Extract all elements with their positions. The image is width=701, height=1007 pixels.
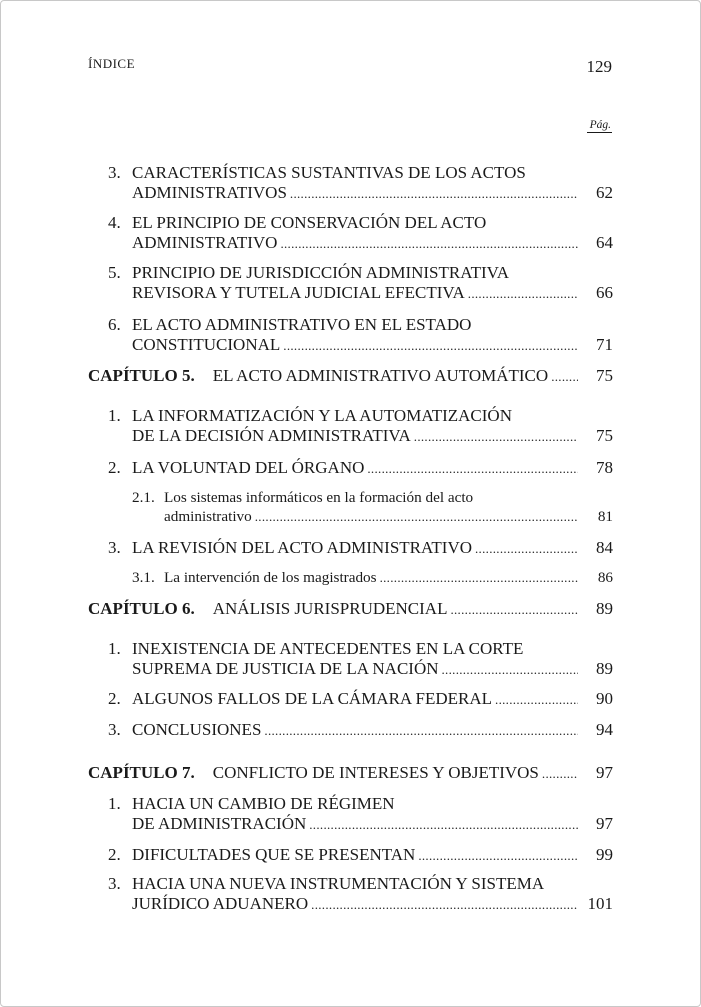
toc-line	[88, 263, 613, 283]
toc-line	[88, 335, 613, 356]
section-number: 1.	[108, 639, 121, 658]
chapter-label: CAPÍTULO 6.	[88, 599, 195, 618]
page-ref: 97	[596, 814, 613, 833]
dot-leader	[442, 660, 579, 680]
toc-line	[88, 488, 613, 507]
dot-leader	[414, 427, 578, 447]
page-ref: 75	[596, 366, 613, 385]
toc-subsection-entry	[88, 488, 613, 526]
toc-line	[88, 568, 613, 587]
toc-line	[88, 659, 613, 680]
page-ref: 84	[596, 538, 613, 557]
section-title: ADMINISTRATIVOS	[132, 183, 287, 202]
section-title: LA VOLUNTAD DEL ÓRGANO	[132, 458, 365, 477]
section-title: PRINCIPIO DE JURISDICCIÓN ADMINISTRATIVA	[132, 263, 510, 282]
toc-section-entry	[88, 163, 613, 204]
dot-leader	[542, 764, 578, 784]
page-ref: 71	[596, 335, 613, 354]
dot-leader	[255, 507, 578, 526]
toc-section-entry	[88, 720, 613, 741]
toc-line	[88, 689, 613, 710]
section-title: INEXISTENCIA DE ANTECEDENTES EN LA CORTE	[132, 639, 524, 658]
page-ref: 99	[596, 845, 613, 864]
section-title: REVISORA Y TUTELA JUDICIAL EFECTIVA	[132, 283, 465, 302]
toc-section-entry	[88, 538, 613, 559]
chapter-label: CAPÍTULO 7.	[88, 763, 195, 782]
section-number: 3.	[108, 720, 121, 739]
dot-leader	[280, 234, 578, 254]
toc-chapter-entry	[88, 599, 613, 620]
toc-chapter-entry	[88, 366, 613, 387]
section-number: 1.	[108, 406, 121, 425]
section-title: JURÍDICO ADUANERO	[132, 894, 309, 913]
section-number: 3.1.	[132, 569, 155, 586]
dot-leader	[283, 336, 578, 356]
toc-line	[88, 538, 613, 559]
dot-leader	[418, 846, 578, 866]
section-title: La intervención de los magistrados	[164, 569, 377, 586]
toc-section-entry	[88, 406, 613, 447]
page-ref: 86	[597, 569, 613, 586]
toc-line	[88, 845, 613, 866]
page-ref: 89	[596, 599, 613, 618]
page-ref: 97	[596, 763, 613, 782]
toc-section-entry	[88, 639, 613, 680]
section-number: 4.	[108, 213, 121, 232]
toc-line	[88, 406, 613, 426]
toc-line	[88, 894, 613, 915]
toc-line	[88, 507, 613, 526]
dot-leader	[468, 284, 578, 304]
section-number: 3.	[108, 163, 121, 182]
section-title: Los sistemas informáticos en la formación del acto	[164, 489, 474, 506]
section-title: CONCLUSIONES	[132, 720, 262, 739]
dot-leader	[311, 895, 578, 915]
chapter-title: EL ACTO ADMINISTRATIVO AUTOMÁTICO	[212, 366, 549, 385]
toc-section-entry	[88, 689, 613, 710]
section-number: 1.	[108, 794, 121, 813]
toc-chapter-entry	[88, 763, 613, 784]
page-ref: 90	[596, 689, 613, 708]
page-ref: 101	[587, 894, 613, 913]
section-title: CARACTERÍSTICAS SUSTANTIVAS DE LOS ACTOS	[132, 163, 526, 182]
chapter-label: CAPÍTULO 5.	[88, 366, 195, 385]
section-title: administrativo	[164, 508, 252, 525]
toc-line	[88, 599, 613, 620]
chapter-title: ANÁLISIS JURISPRUDENCIAL	[212, 599, 448, 618]
section-title: HACIA UN CAMBIO DE RÉGIMEN	[132, 794, 395, 813]
section-title: DE LA DECISIÓN ADMINISTRATIVA	[132, 426, 411, 445]
section-number: 2.	[108, 458, 121, 477]
page-column-label: Pág.	[587, 119, 612, 133]
running-head: ÍNDICE	[88, 56, 136, 71]
section-number: 2.1.	[132, 489, 155, 506]
toc-line	[88, 639, 613, 659]
page-ref: 94	[596, 720, 613, 739]
section-title: EL ACTO ADMINISTRATIVO EN EL ESTADO	[132, 315, 472, 334]
toc-line	[88, 163, 613, 183]
toc-line	[88, 283, 613, 304]
toc-line	[88, 794, 613, 814]
dot-leader	[367, 459, 578, 479]
page-number: 129	[586, 57, 612, 76]
dot-leader	[380, 568, 578, 587]
chapter-title: CONFLICTO DE INTERESES Y OBJETIVOS	[212, 763, 539, 782]
section-title: LA INFORMATIZACIÓN Y LA AUTOMATIZACIÓN	[132, 406, 512, 425]
dot-leader	[290, 184, 578, 204]
page-ref: 89	[596, 659, 613, 678]
section-number: 3.	[108, 874, 121, 893]
toc-section-entry	[88, 213, 613, 254]
toc-section-entry	[88, 874, 613, 915]
page-ref: 81	[597, 508, 613, 525]
dot-leader	[495, 690, 578, 710]
toc-line	[88, 366, 613, 387]
section-title: DE ADMINISTRACIÓN	[132, 814, 307, 833]
toc-line	[88, 458, 613, 479]
section-number: 5.	[108, 263, 121, 282]
section-number: 2.	[108, 689, 121, 708]
section-title: DIFICULTADES QUE SE PRESENTAN	[132, 845, 416, 864]
dot-leader	[450, 600, 578, 620]
section-title: CONSTITUCIONAL	[132, 335, 281, 354]
section-title: LA REVISIÓN DEL ACTO ADMINISTRATIVO	[132, 538, 472, 557]
toc-section-entry	[88, 315, 613, 356]
toc-line	[88, 763, 613, 784]
toc-section-entry	[88, 794, 613, 835]
page-ref: 75	[596, 426, 613, 445]
dot-leader	[475, 539, 578, 559]
toc-section-entry	[88, 458, 613, 479]
dot-leader	[551, 367, 578, 387]
toc-line	[88, 874, 613, 894]
toc-line	[88, 183, 613, 204]
section-number: 2.	[108, 845, 121, 864]
page-ref: 64	[596, 233, 613, 252]
section-title: ADMINISTRATIVO	[132, 233, 278, 252]
section-title: HACIA UNA NUEVA INSTRUMENTACIÓN Y SISTEMA	[132, 874, 545, 893]
toc-line	[88, 720, 613, 741]
toc-line	[88, 213, 613, 233]
page-ref: 62	[596, 183, 613, 202]
page-ref: 66	[596, 283, 613, 302]
dot-leader	[309, 815, 578, 835]
toc-line	[88, 315, 613, 335]
section-number: 6.	[108, 315, 121, 334]
toc-line	[88, 233, 613, 254]
toc-subsection-entry	[88, 568, 613, 587]
toc-section-entry	[88, 845, 613, 866]
toc-line	[88, 814, 613, 835]
page-ref: 78	[596, 458, 613, 477]
toc-line	[88, 426, 613, 447]
section-title: ALGUNOS FALLOS DE LA CÁMARA FEDERAL	[132, 689, 493, 708]
toc-section-entry	[88, 263, 613, 304]
section-title: SUPREMA DE JUSTICIA DE LA NACIÓN	[132, 659, 439, 678]
section-number: 3.	[108, 538, 121, 557]
section-title: EL PRINCIPIO DE CONSERVACIÓN DEL ACTO	[132, 213, 487, 232]
dot-leader	[264, 721, 578, 741]
